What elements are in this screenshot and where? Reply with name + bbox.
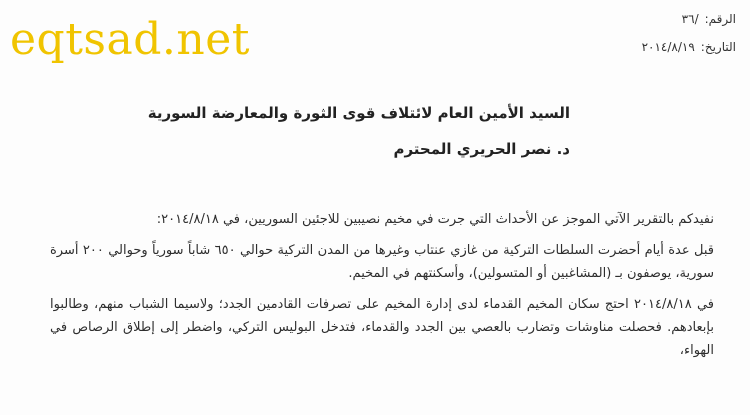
letter-body [50, 208, 714, 370]
body-paragraph: قبل عدة أيام أحضرت السلطات التركية من غازي عنتاب وغيرها من المدن التركية حوالي ٦٥٠ شاباً سورياً وحوالي ٢٠٠ أسرة سورية، يوصفون بـ (المشاغبين أو المتسولين)، وأسكنتهم في المخيم. [50, 243, 714, 281]
document-date [642, 40, 736, 54]
reference-label: الرقم: [704, 12, 736, 26]
recipient-name: د. نصر الحريري المحترم [393, 140, 570, 158]
reference-value: /٣٦ [681, 12, 699, 26]
recipient-title: السيد الأمين العام لائتلاف قوى الثورة والمعارضة السورية [147, 104, 570, 122]
date-value: ٢٠١٤/٨/١٩ [641, 40, 695, 54]
reference-number [682, 12, 736, 26]
date-label: التاريخ: [700, 40, 736, 54]
watermark-logo: eqtsad.net [10, 14, 250, 65]
body-paragraph: نفيدكم بالتقرير الآتي الموجز عن الأحداث التي جرت في مخيم نصيبين للاجئين السوريين، في ٢٠١٤/٨/١٨: [156, 212, 714, 227]
body-paragraph: في ٢٠١٤/٨/١٨ احتج سكان المخيم القدماء لدى إدارة المخيم على تصرفات القادمين الجدد؛ ولاسيما الشباب منهم، وطالبوا بإبعادهم. فحصلت مناوشات وتضارب بالعصي بين الجدد والقدماء، فتدخل البوليس التركي، واضطر إلى إطلاق الرصاص في الهواء، [50, 297, 714, 358]
